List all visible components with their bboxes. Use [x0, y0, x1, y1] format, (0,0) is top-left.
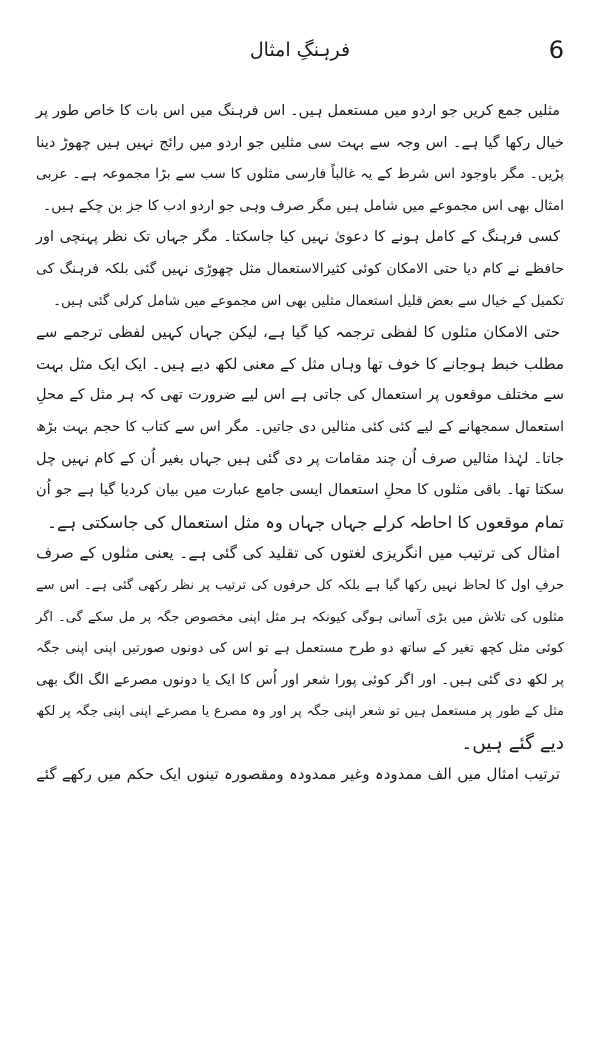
text-line: ترتیب امثال میں الف ممدودہ وغیر ممدودہ ومقصورہ تینوں ایک حکم میں رکھے گئے — [36, 765, 560, 784]
text-line: مثل کے طور پر مستعمل ہیں تو شعر اپنی جگہ پر اور وہ مصرع یا مصرعے اپنی اپنی جگہ پر لکھ — [36, 704, 564, 720]
text-line: کوئی مثل کچھ تغیر کے ساتھ دو طرح مستعمل ہے تو اس کی دونوں صورتیں اپنی اپنی جگہ — [36, 640, 564, 657]
text-line: مثلوں کی تلاش میں بڑی آسانی ہوگی کیونکہ ہر مثل اپنی مخصوص جگہ پر مل سکے گی۔ اگر — [36, 609, 564, 625]
text-line: سکتا تھا۔ باقی مثلوں کا محلِ استعمال ایسی جامع عبارت میں بیان کردیا گیا ہے جو اُن — [36, 482, 564, 499]
text-line: تکمیل کے خیال سے بعض قلیل استعمال مثلیں بھی اس مجموعے میں شامل کرلی گئی ہیں۔ — [53, 292, 564, 309]
body-text — [36, 96, 564, 791]
text-line: حتی الامکان مثلوں کا لفظی ترجمہ کیا گیا ہے، لیکن جہاں کہیں لفظی ترجمے سے — [36, 323, 560, 342]
text-line: کسی فرہنگ کے کامل ہونے کا دعویٰ نہیں کیا جاسکتا۔ مگر جہاں تک نظر پہنچی اور — [36, 229, 560, 246]
text-line: جاتا۔ لہٰذا مثالیں صرف اُن چند مقامات پر دی گئی ہیں جہاں بغیر اُن کے کام نہیں چل — [36, 450, 564, 467]
page-header — [36, 30, 564, 70]
text-line: پر لکھ دی گئی ہیں۔ اور اگر کوئی پورا شعر اور اُس کا ایک یا دونوں مصرعے الگ الگ بھی — [36, 671, 564, 688]
text-line: امثال کی ترتیب میں انگریزی لغتوں کی تقلید کی گئی ہے۔ یعنی مثلوں کے صرف — [36, 544, 560, 563]
text-line: امثال بھی اس مجموعے میں شامل ہیں مگر صرف وہی جو اردو ادب کا جز بن چکے ہیں۔ — [43, 197, 564, 214]
text-line: مثلیں جمع کریں جو اردو میں مستعمل ہیں۔ اس فرہنگ میں اس بات کا خاص طور پر — [36, 103, 560, 119]
paragraph — [36, 96, 564, 222]
text-line: سے مختلف موقعوں پر استعمال کی جاتی ہے اس لیے ضرورت تھی کہ ہر مثل کے محلِ — [36, 387, 564, 404]
text-line: مطلب خبط ہوجانے کا خوف تھا وہاں مثل کے معنی لکھ دیے ہیں۔ ایک ایک مثل بہت — [36, 354, 564, 373]
paragraph — [36, 538, 564, 759]
text-line: دیے گئے ہیں۔ — [461, 732, 564, 754]
page-number: 6 — [548, 36, 564, 64]
paragraph — [36, 759, 564, 791]
text-line: پڑیں۔ مگر باوجود اس شرط کے یہ غالباً فارسی مثلوں کا سب سے بڑا مجموعہ ہے۔ عربی — [36, 166, 564, 183]
text-line: خیال رکھا گیا ہے۔ اس وجہ سے بہت سی مثلیں جو اردو میں رائج نہیں ہیں چھوڑ دینا — [36, 134, 564, 151]
text-line: استعمال سمجھانے کے لیے کئی کئی مثالیں دی جاتیں۔ مگر اس سے کتاب کا حجم بہت بڑھ — [36, 418, 564, 435]
paragraph — [36, 222, 564, 317]
text-line: حافظے نے کام دیا حتی الامکان کوئی کثیرالاستعمال مثل چھوڑی نہیں گئی بلکہ فرہنگ کی — [36, 260, 564, 277]
text-line: حرفِ اول کا لحاظ نہیں رکھا گیا ہے بلکہ کل حرفوں کی ترتیب پر نظر رکھی گئی ہے۔ اس سے — [36, 577, 564, 593]
text-line: تمام موقعوں کا احاطہ کرلے جہاں جہاں وہ مثل استعمال کی جاسکتی ہے۔ — [47, 512, 564, 532]
running-title: فرہنگِ امثال — [249, 39, 351, 61]
paragraph — [36, 317, 564, 538]
